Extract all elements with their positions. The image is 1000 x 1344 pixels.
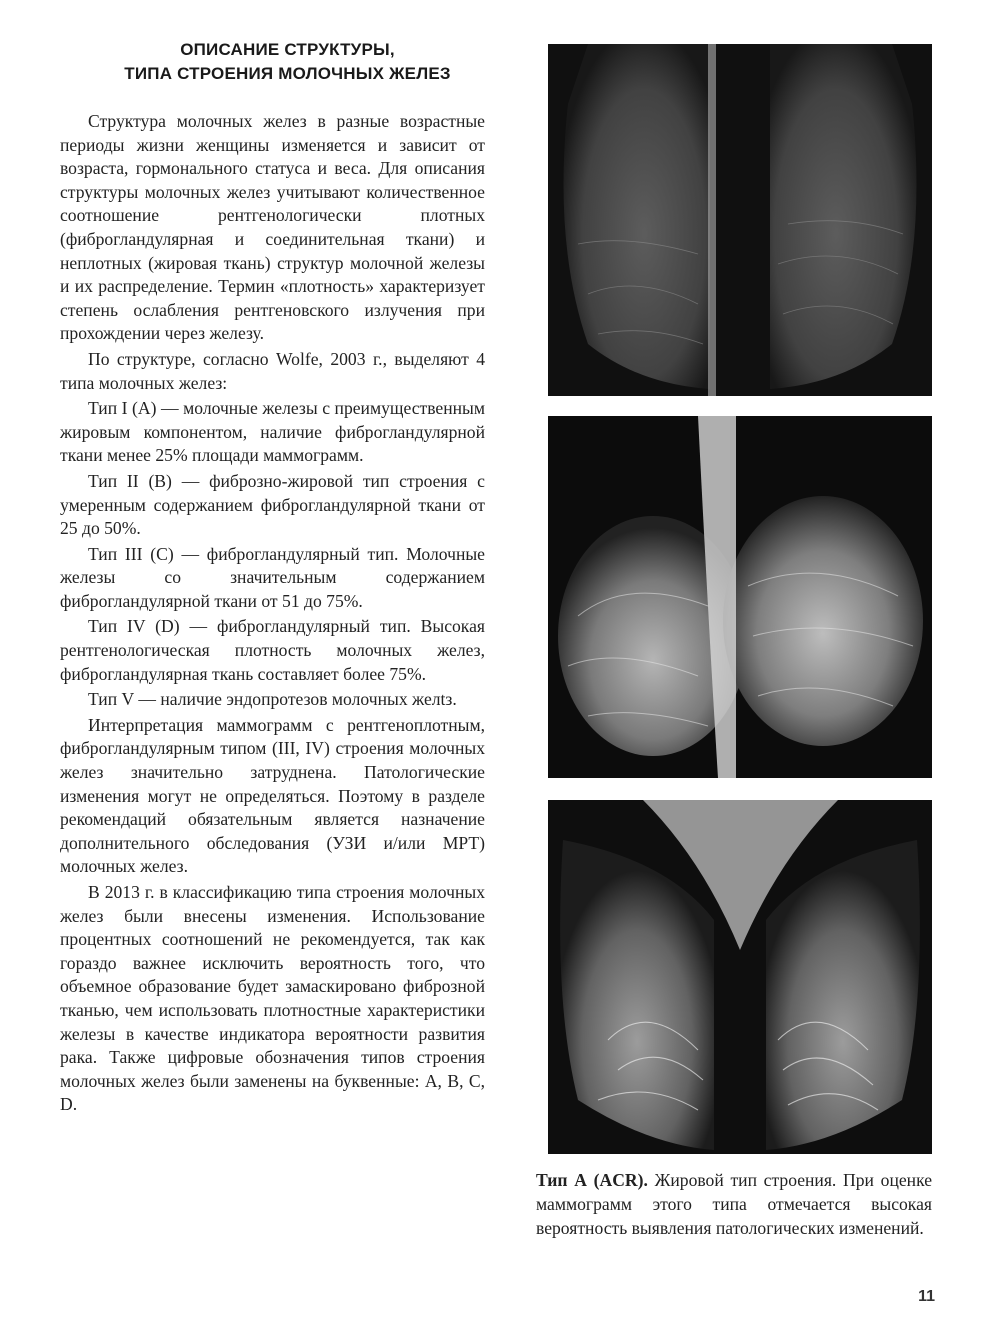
paragraph-interpretation: Интерпретация маммограмм с рентгеноплотным, фиброгландулярным типом (III, IV) строения молочных желез значительно затруднена. Патологические изменения могут не определяться. Поэтому в разделе рекомендаций обязательным является назначение дополнительного обследования (УЗИ и/или МРТ) молочных желез. [60, 714, 485, 877]
caption-text: Жировой тип строения. При оценке маммограмм этого типа отмечается высокая вероятность выявления патологических изменений. [536, 1170, 932, 1238]
body-text-column [60, 110, 485, 1119]
paragraph-2013: В 2013 г. в классификацию типа строения молочных желез были внесены изменения. Использование процентных соотношений не рекомендуется, так как гораздо важнее исключить вероятность того, что объемное образование будет замаскировано фиброзной тканью, чем использовать плотностные характеристики железы в качестве индикатора вероятности развития рака. Также цифровые обозначения типов строения молочных желез были заменены на буквенные: A, B, C, D. [60, 882, 485, 1115]
heading-line-1: ОПИСАНИЕ СТРУКТУРЫ, [180, 40, 395, 59]
caption-label: Тип А (ACR). [536, 1170, 648, 1190]
heading-line-2: ТИПА СТРОЕНИЯ МОЛОЧНЫХ ЖЕЛЕЗ [124, 64, 451, 83]
paragraph-type-3: Тип III (C) — фиброгландулярный тип. Молочные железы со значительным содержанием фиброгландулярной ткани от 51 до 75%. [60, 543, 485, 611]
mammogram-image-2 [548, 416, 932, 778]
mammogram-image-1 [548, 44, 932, 396]
paragraph-type-1: Тип I (A) — молочные железы с преимущественным жировым компонентом, наличие фиброгландулярной ткани менее 25% площади маммограмм. [60, 398, 485, 466]
figure-caption [536, 1168, 932, 1240]
paragraph-structure: Структура молочных желез в разные возрастные периоды жизни женщины изменяется и зависит от возраста, гормонального статуса и веса. Для описания структуры молочных желез учитывают количественное соотношение рентгенологически плотных (фиброгландулярная и соединительная ткани) и неплотных (жировая ткань) структур молочной железы и их распределение. Термин «плотность» характеризует степень ослабления рентгеновского излучения при прохождении через железу. [60, 111, 485, 344]
page-heading [60, 38, 515, 86]
paragraph-wolfe: По структуре, согласно Wolfe, 2003 г., выделяют 4 типа молочных желез: [60, 348, 485, 393]
paragraph-type-5: Тип V — наличие эндопротезов молочных желtз. [88, 689, 457, 710]
page-number: 11 [918, 1288, 935, 1305]
paragraph-type-2: Тип II (B) — фиброзно-жировой тип строения с умеренным содержанием фиброгландулярной ткани от 25 до 50%. [60, 470, 485, 539]
mammogram-3-graphic [548, 800, 932, 1154]
mammogram-image-3 [548, 800, 932, 1154]
mammogram-2-graphic [548, 416, 932, 778]
paragraph-type-4: Тип IV (D) — фиброгландулярный тип. Высокая рентгенологическая плотность молочных желез, фиброгландулярная ткань составляет более 75%. [60, 616, 485, 684]
caption-paragraph [536, 1168, 932, 1240]
mammogram-1-graphic [548, 44, 932, 396]
